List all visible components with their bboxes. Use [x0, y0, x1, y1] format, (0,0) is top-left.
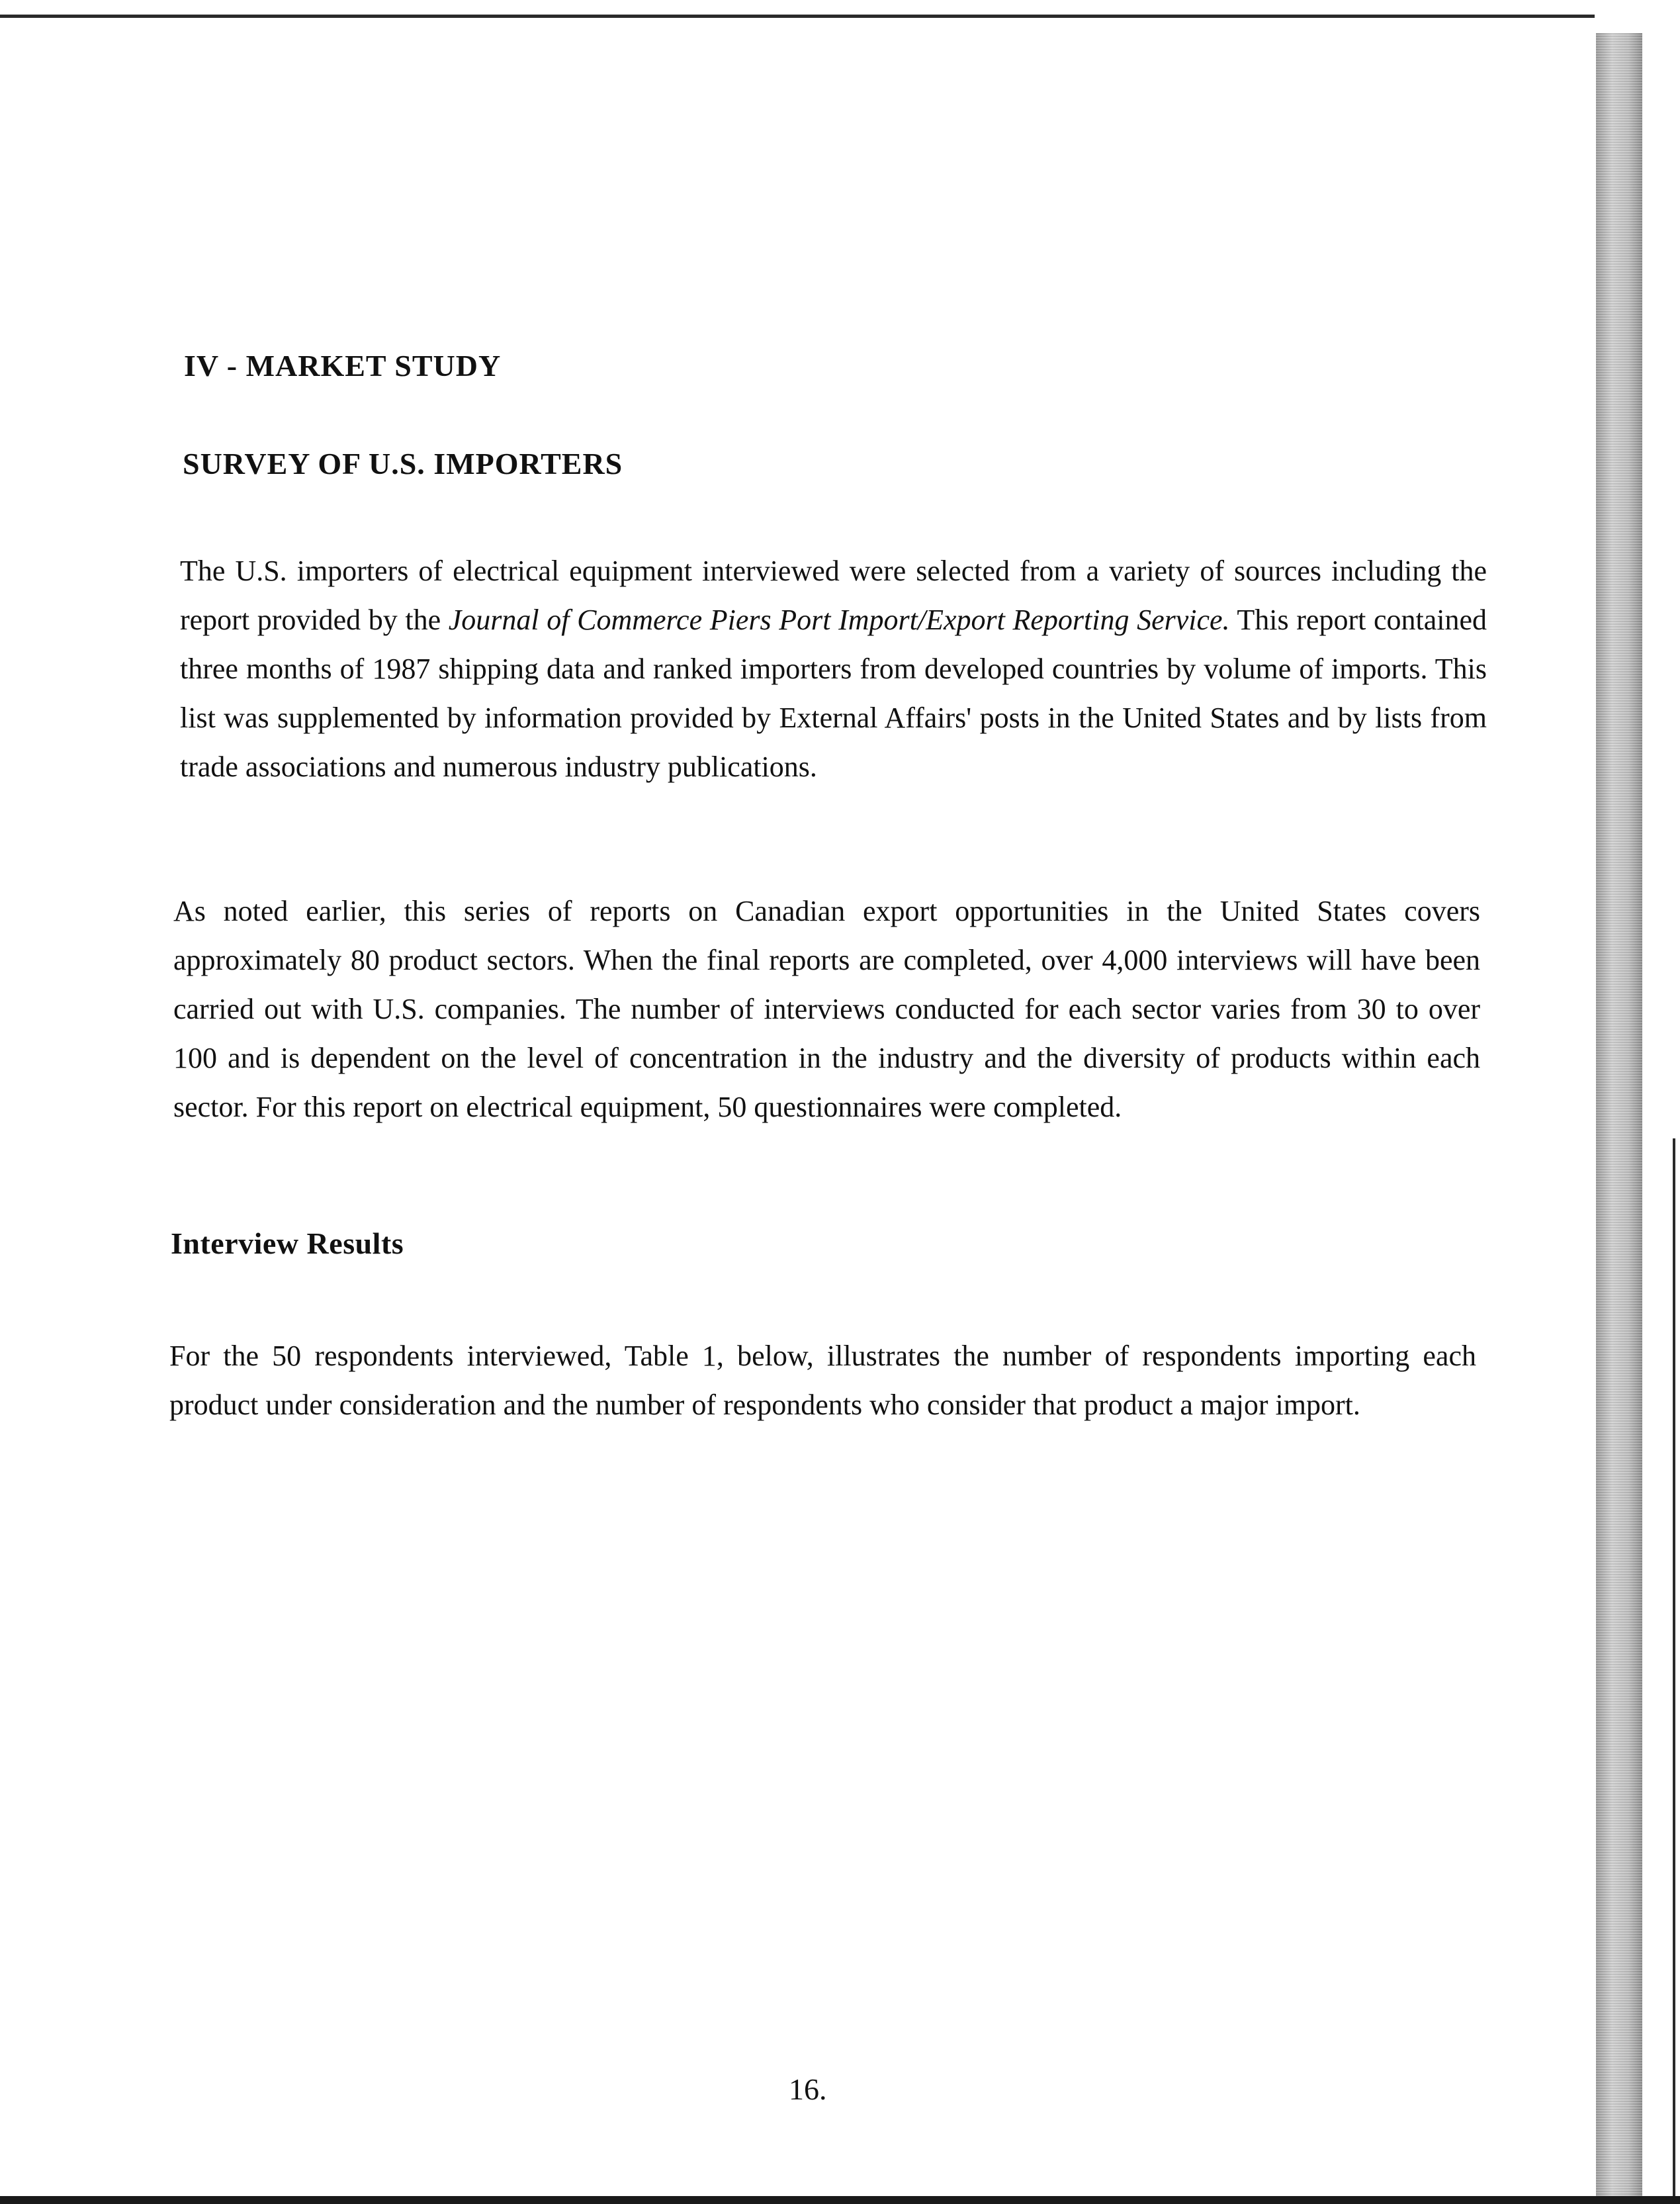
- survey-heading: SURVEY OF U.S. IMPORTERS: [183, 447, 623, 481]
- interview-results-heading: Interview Results: [171, 1226, 404, 1260]
- paragraph-series-overview: As noted earlier, this series of reports on Canadian export opportunities in the United States covers approximately 80 product sectors. When the final reports are completed, over 4,000 interviews will have been carried out with U.S. companies. The number of interviews conducted for each sector varies from 30 to over 100 and is dependent on the level of concentration in the industry and the diversity of products within each sector. For this report on electrical equipment, 50 questionnaires were completed.: [173, 895, 1480, 1123]
- paragraph-respondents: For the 50 respondents interviewed, Table 1, below, illustrates the number of respondents importing each product under consideration and the number of respondents who consider that product a major import.: [169, 1340, 1476, 1421]
- scan-page-edge-shadow: [1596, 33, 1642, 2196]
- paragraph-1-text-start: The U.S. importers of electrical equipment interviewed were selected from a variety of sources including the report provided by the: [180, 555, 1487, 636]
- paragraph-importers-sources: [180, 547, 1487, 792]
- page-number: 16.: [789, 2072, 827, 2106]
- paragraph-1-text-end: This report contained three months of 1987 shipping data and ranked importers from developed countries by volume of imports. This list was supplemented by information provided by External Affairs' posts in the United States and by lists from trade associations and numerous industry publications.: [180, 604, 1487, 783]
- section-heading: IV - MARKET STUDY: [184, 349, 502, 383]
- scan-top-edge: [0, 15, 1595, 18]
- scan-right-edge: [1673, 1138, 1675, 2196]
- scan-bottom-edge: [0, 2196, 1680, 2204]
- journal-title: Journal of Commerce Piers Port Import/Export Reporting Service.: [448, 604, 1230, 636]
